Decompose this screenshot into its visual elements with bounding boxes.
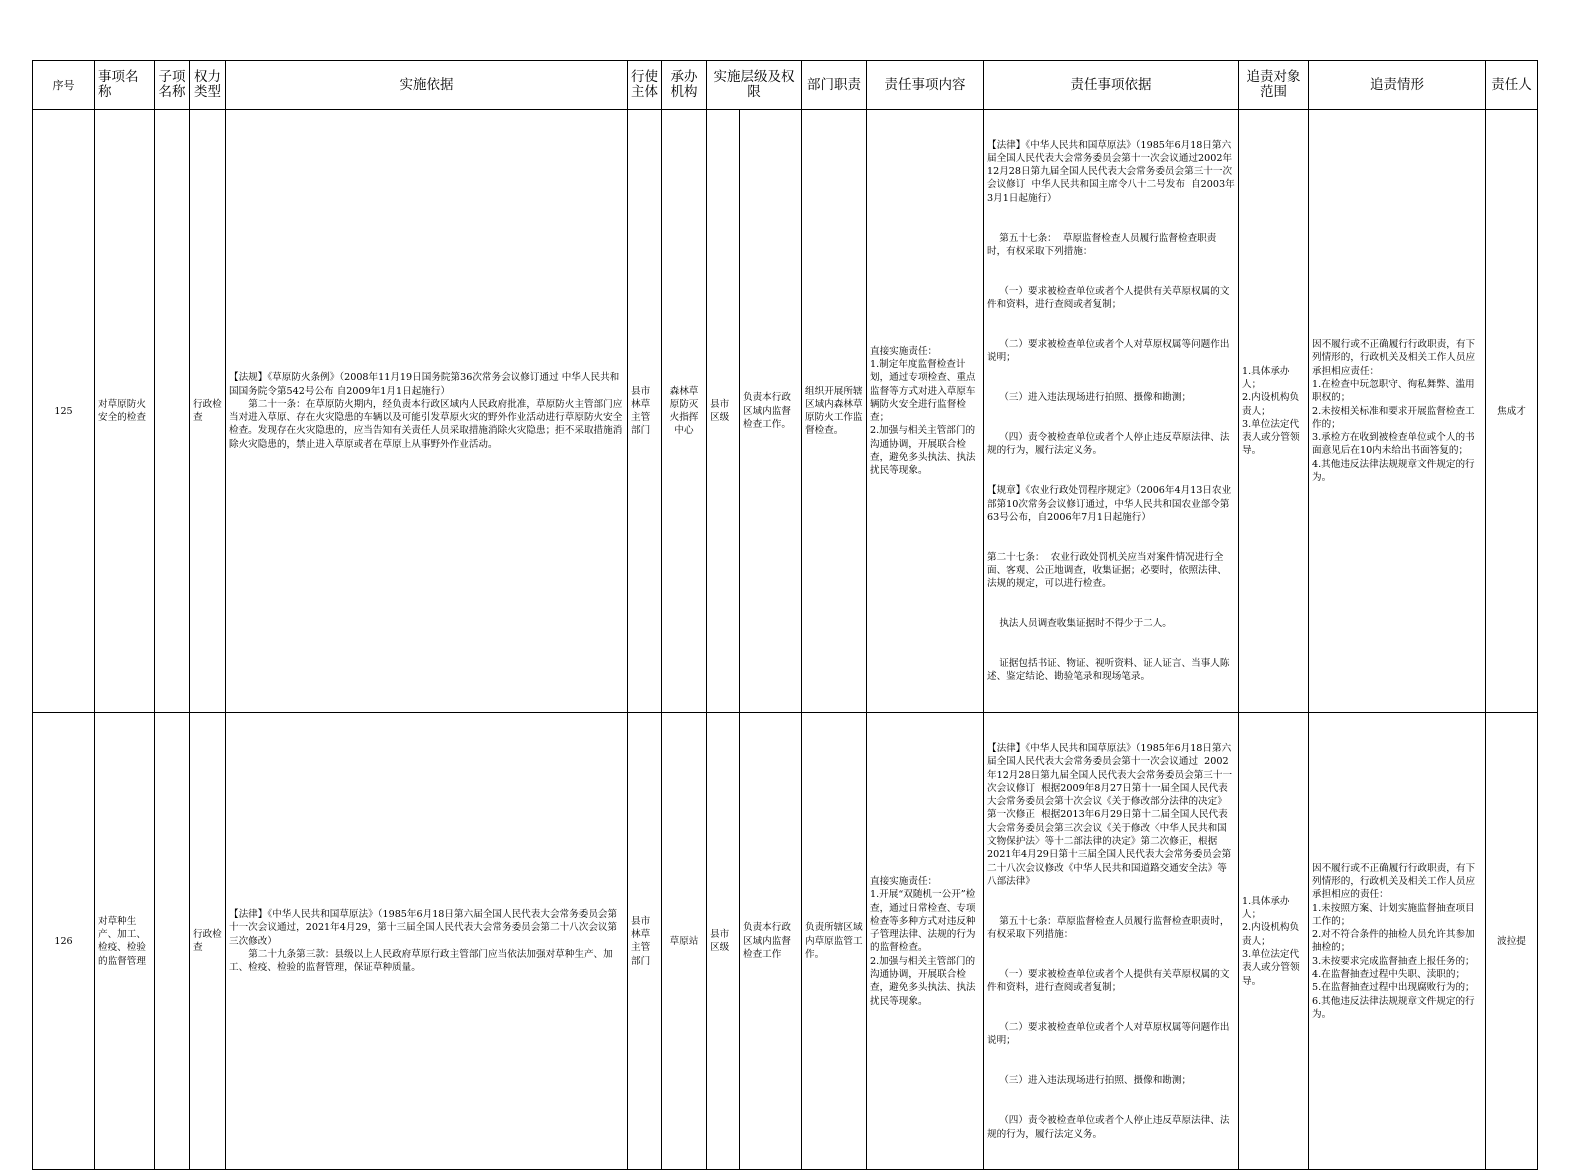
scope-line: 2.内设机构负责人；	[1242, 922, 1300, 947]
situation-line: 4.在监督抽查过程中失职、渎职的；	[1312, 969, 1466, 980]
row-scope	[1239, 713, 1309, 1170]
resp-basis-line: 第二十七条： 农业行政处罚机关应当对案件情况进行全面、客观、公正地调查，收集证据；必要时，依照法律、法规的规定，可以进行检查。	[987, 551, 1227, 590]
row-subject: 县市林草主管部门	[628, 110, 662, 713]
resp-basis-line: （四）责令被检查单位或者个人停止违反草原法律、法规的行为，履行法定义务。	[987, 432, 1230, 457]
row-person: 波拉提	[1486, 713, 1538, 1170]
row-level-a: 县市区级	[707, 713, 740, 1170]
scope-line: 3.单位法定代表人或分管领导。	[1242, 949, 1300, 987]
row-power-type: 行政检查	[190, 713, 226, 1170]
situation-line: 1.在检查中玩忽职守、徇私舞弊、滥用职权的；	[1312, 378, 1475, 404]
row-item-name: 对草原防火安全的检查	[95, 110, 155, 713]
header-sub-name: 子项名称	[155, 61, 190, 110]
header-level: 实施层级及权限	[707, 61, 802, 110]
resp-content-line: 1.制定年度监督检查计划，通过专项检查、重点监督等方式对进入草原车辆防火安全进行监督检查；	[870, 358, 976, 424]
situation-line: 3.承检方在收到被检查单位或个人的书面意见后在10内未给出书面答复的；	[1312, 432, 1475, 457]
resp-basis-line: 【法律】《中华人民共和国草原法》（1985年6月18日第六届全国人民代表大会常务委员会第十一次会议通过2002年12月28日第九届全国人民代表大会常务委员会第三十一次会议修订 中华人民共和国主席令八十二号发布 自2003年3月1日起施行）	[987, 139, 1235, 204]
situation-line: 1.未按照方案、计划实施监督抽查项目工作的；	[1312, 902, 1475, 927]
row-subject: 县市林草主管部门	[628, 713, 662, 1170]
row-duty: 负责所辖区域内草原监管工作。	[802, 713, 867, 1170]
basis-article: 第二十九条第三款：县级以上人民政府草原行政主管部门应当依法加强对草种生产、加工、检疫、检验的监督管理，保证草种质量。	[229, 949, 613, 974]
scope-line: 1.具体承办人；	[1242, 365, 1290, 390]
basis-article: 第二十一条：在草原防火期内，经负责本行政区域内人民政府批准，草原防火主管部门应当对进入草原、存在火灾隐患的车辆以及可能引发草原火灾的野外作业活动进行草原防火安全检查。发现存在火灾隐患的，应当告知有关责任人员采取措施消除火灾隐患；拒不采取措施消除火灾隐患的，禁止进入草原或者在草原上从事野外作业活动。	[229, 398, 623, 450]
row-level-b: 负责本行政区域内监督检查工作	[740, 713, 802, 1170]
header-item-name: 事项名称	[95, 61, 155, 110]
row-sub-name	[155, 110, 190, 713]
resp-content-line: 直接实施责任：	[870, 345, 938, 357]
resp-content-line: 2.加强与相关主管部门的沟通协调，开展联合检查，避免多头执法、执法扰民等现象。	[870, 955, 976, 1007]
situation-line: 2.未按相关标准和要求开展监督检查工作的；	[1312, 405, 1475, 430]
row-person: 焦成才	[1486, 110, 1538, 713]
situation-line: 6.其他违反法律法规规章文件规定的行为。	[1312, 995, 1475, 1020]
resp-content-line: 直接实施责任：	[870, 875, 938, 887]
row-basis	[226, 110, 628, 713]
table-row	[33, 110, 1538, 713]
scope-line: 1.具体承办人；	[1242, 895, 1290, 921]
resp-basis-line: 证据包括书证、物证、视听资料、证人证言、当事人陈述、鉴定结论、勘验笔录和现场笔录。	[987, 658, 1230, 683]
row-scope	[1239, 110, 1309, 713]
resp-content-line: 2.加强与相关主管部门的沟通协调，开展联合检查，避免多头执法、执法扰民等现象。	[870, 425, 976, 477]
resp-content-line: 1.开展“双随机一公开”检查，通过日常检查、专项检查等多种方式对违反种子管理法律、法规的行为的监督检查。	[870, 889, 976, 954]
row-resp-content	[867, 713, 984, 1170]
resp-basis-line: 【规章】《农业行政处罚程序规定》（2006年4月13日农业部第10次常务会议修订通过，中华人民共和国农业部令第63号公布，自2006年7月1日起施行）	[987, 485, 1232, 523]
table-header-row	[33, 61, 1538, 110]
row-sub-name	[155, 713, 190, 1170]
situation-line: 3.未按要求完成监督抽查上报任务的；	[1312, 955, 1475, 967]
header-org: 承办机构	[662, 61, 707, 110]
header-resp-basis: 责任事项依据	[984, 61, 1239, 110]
situation-line: 2.对不符合条件的抽检人员允许其参加抽检的；	[1312, 929, 1475, 954]
responsibility-list-sheet	[32, 60, 1537, 1170]
row-resp-basis	[984, 713, 1239, 1170]
scope-line: 2.内设机构负责人；	[1242, 392, 1300, 417]
header-seq: 序号	[33, 61, 95, 110]
header-subject: 行使主体	[628, 61, 662, 110]
row-duty: 组织开展所辖区域内森林草原防火工作监督检查。	[802, 110, 867, 713]
resp-basis-line: 【法律】《中华人民共和国草原法》（1985年6月18日第六届全国人民代表大会常务委员会第十一次会议通过 2002年12月28日第九届全国人民代表大会常务委员会第三十一次会议修订 根据2009年8月27日第十一届全国人民代表大会常务委员会第十次会议《关于修改部分法律的决定》第一次修正 根据2013年6月29日第十二届全国人民代表大会常务委员会第三次会议《关于修改〈中华人民共和国文物保护法〉等十二部法律的决定》第二次修正，根据2021年4月29日第十三届全国人民代表大会常务委员会第二十八次会议修改《中华人民共和国道路交通安全法》等八部法律》	[987, 742, 1233, 887]
resp-basis-line: 第五十七条：草原监督检查人员履行监督检查职责时，有权采取下列措施：	[987, 915, 1230, 941]
header-duty: 部门职责	[802, 61, 867, 110]
row-seq: 126	[33, 713, 95, 1170]
row-seq: 125	[33, 110, 95, 713]
row-level-a: 县市区级	[707, 110, 740, 713]
header-situation: 追责情形	[1309, 61, 1486, 110]
resp-basis-line: （三）进入违法现场进行拍照、摄像和勘测；	[987, 1075, 1192, 1087]
resp-basis-line: （一）要求被检查单位或者个人提供有关草原权属的文件和资料，进行查阅或者复制；	[987, 969, 1230, 994]
row-situation	[1309, 110, 1486, 713]
resp-basis-line: 第五十七条： 草原监督检查人员履行监督检查职责时，有权采取下列措施：	[987, 232, 1217, 257]
header-scope: 追责对象范围	[1239, 61, 1309, 110]
resp-basis-line: （二）要求被检查单位或者个人对草原权属等问题作出说明；	[987, 1022, 1230, 1047]
row-resp-content	[867, 110, 984, 713]
row-org: 草原站	[662, 713, 707, 1170]
scope-line: 3.单位法定代表人或分管领导。	[1242, 418, 1300, 457]
situation-line: 4.其他违反法律法规规章文件规定的行为。	[1312, 458, 1475, 484]
basis-source: 【法律】《中华人民共和国草原法》（1985年6月18日第六届全国人民代表大会常务委员会第十一次会议通过，2021年4月29，第十三届全国人民代表大会常务委员会第二十八次会议第三次修改）	[229, 909, 618, 947]
resp-basis-line: （二）要求被检查单位或者个人对草原权属等问题作出说明；	[987, 339, 1230, 364]
row-basis	[226, 713, 628, 1170]
resp-basis-line: （一）要求被检查单位或者个人提供有关草原权属的文件和资料，进行查阅或者复制；	[987, 285, 1230, 311]
situation-line: 因不履行或不正确履行行政职责，有下列情形的，行政机关及相关工作人员应承担相应的责任：	[1312, 862, 1476, 901]
resp-basis-line: （四）责令被检查单位或者个人停止违反草原法律、法规的行为，履行法定义务。	[987, 1115, 1230, 1140]
resp-basis-line: （三）进入违法现场进行拍照、摄像和勘测；	[987, 392, 1192, 404]
header-power-type: 权力类型	[190, 61, 226, 110]
table-row	[33, 713, 1538, 1170]
situation-line: 因不履行或不正确履行行政职责，有下列情形的，行政机关及相关工作人员应承担相应责任：	[1312, 339, 1476, 377]
row-resp-basis	[984, 110, 1239, 713]
row-level-b: 负责本行政区域内监督检查工作。	[740, 110, 802, 713]
header-person: 责任人	[1486, 61, 1538, 110]
responsibility-table	[32, 60, 1538, 1170]
basis-source: 【法规】《草原防火条例》（2008年11月19日国务院第36次常务会议修订通过 中华人民共和国国务院令第542号公布 自2009年1月1日起施行）	[229, 372, 620, 397]
row-item-name: 对草种生产、加工、检疫、检验的监督管理	[95, 713, 155, 1170]
header-resp-content: 责任事项内容	[867, 61, 984, 110]
resp-basis-line: 执法人员调查收集证据时不得少于二人。	[987, 618, 1172, 630]
situation-line: 5.在监督抽查过程中出现腐败行为的；	[1312, 982, 1475, 994]
header-basis: 实施依据	[226, 61, 628, 110]
row-situation	[1309, 713, 1486, 1170]
row-power-type: 行政检查	[190, 110, 226, 713]
row-org: 森林草原防灭火指挥中心	[662, 110, 707, 713]
